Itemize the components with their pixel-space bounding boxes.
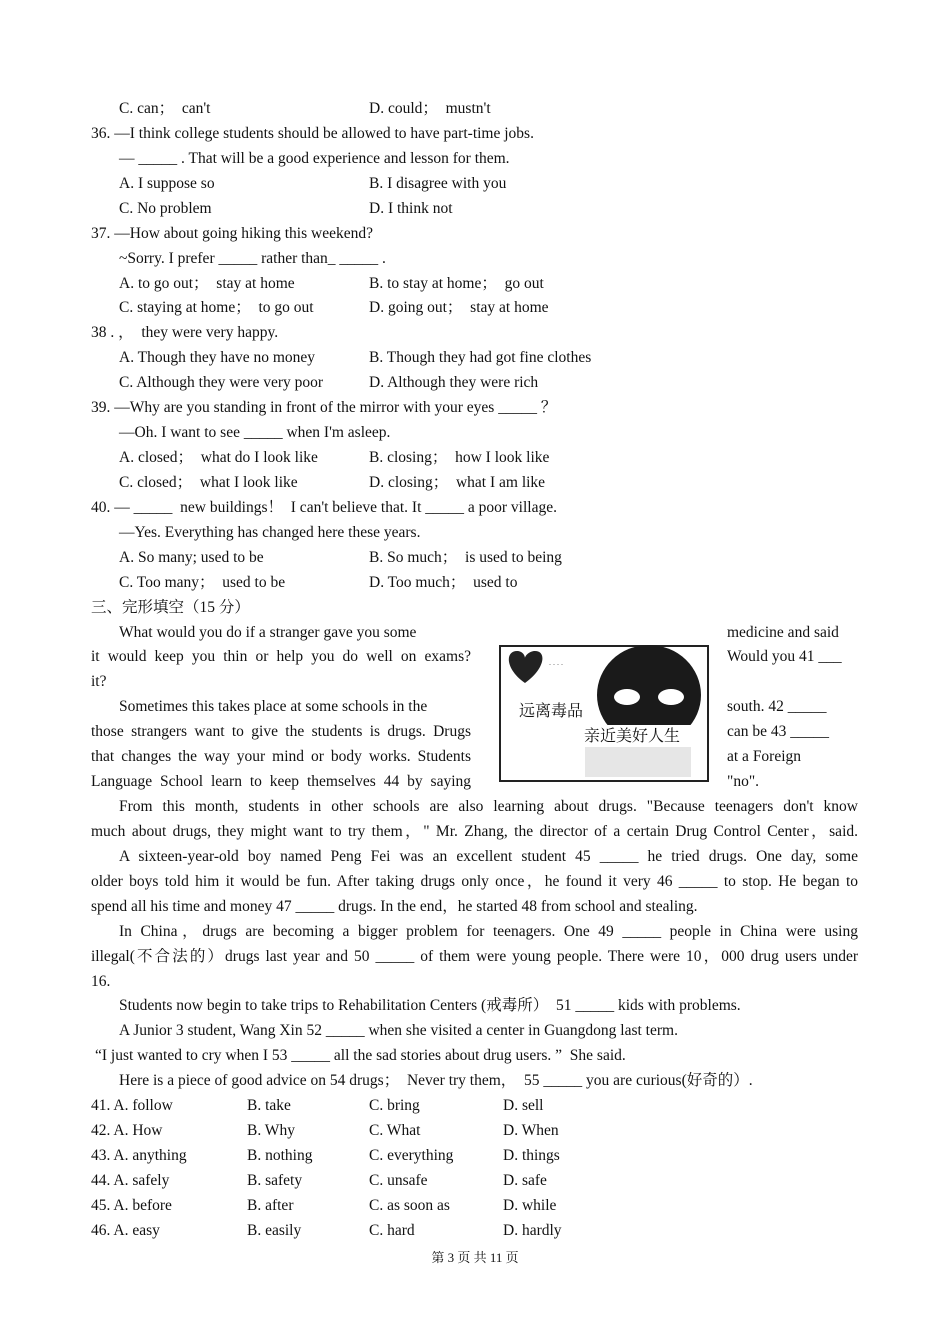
answer-option: D. Although they were rich bbox=[369, 374, 539, 392]
text-line: much about drugs, they might want to try them，" Mr. Zhang, the director of a certain Drug Control Center，said. bbox=[91, 822, 858, 840]
answer-option: D. sell bbox=[503, 1097, 544, 1115]
text-line: 38 . ， they were very happy. bbox=[91, 324, 279, 342]
text-line: 39. —Why are you standing in front of the mirror with your eyes _____ ？ bbox=[91, 399, 557, 417]
answer-option: B. Why bbox=[247, 1122, 295, 1140]
text-line: it? bbox=[91, 673, 107, 691]
answer-option: D. Too much； used to bbox=[369, 573, 518, 591]
answer-option: C. What bbox=[369, 1122, 421, 1140]
answer-option: C. unsafe bbox=[369, 1171, 428, 1189]
answer-option: D. closing； what I am like bbox=[369, 473, 546, 491]
answer-option: B. take bbox=[247, 1097, 291, 1115]
answer-option: C. bring bbox=[369, 1097, 420, 1115]
text-line: medicine and said bbox=[727, 623, 839, 641]
answer-option: 45. A. before bbox=[91, 1196, 172, 1214]
answer-option: D. things bbox=[503, 1147, 560, 1165]
text-line: What would you do if a stranger gave you some bbox=[119, 623, 417, 641]
answer-option: 43. A. anything bbox=[91, 1147, 187, 1165]
answer-option: B. to stay at home； go out bbox=[369, 274, 544, 292]
text-line: 16. bbox=[91, 972, 111, 990]
answer-option: B. closing； how I look like bbox=[369, 449, 550, 467]
mask-eye-left bbox=[614, 689, 640, 705]
text-line: — _____ . That will be a good experience and lesson for them. bbox=[119, 149, 510, 167]
text-line: 36. —I think college students should be allowed to have part-time jobs. bbox=[91, 124, 534, 142]
dots: . . . . bbox=[549, 658, 563, 667]
poster-text-2: 亲近美好人生 bbox=[584, 726, 681, 745]
answer-option: D. going out； stay at home bbox=[369, 299, 549, 317]
text-line: 三、完形填空（15 分） bbox=[91, 598, 250, 616]
text-line: can be 43 _____ bbox=[727, 723, 830, 741]
anti-drug-poster-image bbox=[499, 645, 709, 782]
text-line: Would you 41 ___ bbox=[727, 648, 842, 666]
answer-option: A. to go out； stay at home bbox=[119, 274, 295, 292]
text-line: —Yes. Everything has changed here these years. bbox=[119, 523, 421, 541]
page-footer: 第 3 页 共 11 页 bbox=[431, 1250, 519, 1265]
answer-option: C. closed； what I look like bbox=[119, 473, 298, 491]
answer-option: 42. A. How bbox=[91, 1122, 163, 1140]
text-line: south. 42 _____ bbox=[727, 698, 827, 716]
text-line: older boys told him it would be fun. After taking drugs only once，he found it very 46 _____ to stop. He began to bbox=[91, 872, 858, 890]
answer-option: A. Though they have no money bbox=[119, 349, 316, 367]
answer-option: D. safe bbox=[503, 1171, 547, 1189]
answer-option: D. hardly bbox=[503, 1221, 562, 1239]
answer-option: B. safety bbox=[247, 1171, 303, 1189]
text-line: From this month, students in other schools are also learning about drugs. "Because teenagers don't know bbox=[119, 798, 858, 816]
answer-option: A. I suppose so bbox=[119, 174, 215, 192]
text-line: "no". bbox=[727, 773, 760, 791]
answer-option: B. nothing bbox=[247, 1147, 313, 1165]
text-line: Here is a piece of good advice on 54 drugs； Never try them， 55 _____ you are curious(好奇的）. bbox=[119, 1072, 753, 1090]
text-line: Students now begin to take trips to Rehabilitation Centers (戒毒所） 51 _____ kids with problems. bbox=[119, 997, 741, 1015]
text-line: that changes the way your mind or body works. Students bbox=[91, 748, 471, 766]
text-line: spend all his time and money 47 _____ drugs. In the end，he started 48 from school and stealing. bbox=[91, 897, 698, 915]
mask-eye-right bbox=[658, 689, 684, 705]
answer-option: A. So many; used to be bbox=[119, 548, 264, 566]
answer-option: B. Though they had got fine clothes bbox=[369, 349, 592, 367]
text-line: ~Sorry. I prefer _____ rather than_ _____ . bbox=[119, 249, 386, 267]
answer-option: D. while bbox=[503, 1196, 557, 1214]
answer-option: C. staying at home； to go out bbox=[119, 299, 314, 317]
text-line: those strangers want to give the students is drugs. Drugs bbox=[91, 723, 471, 741]
answer-option: B. after bbox=[247, 1196, 294, 1214]
poster-text-1: 远离毒品 bbox=[519, 701, 584, 720]
text-line: it would keep you thin or help you do well on exams? bbox=[91, 648, 471, 666]
text-line: “I just wanted to cry when I 53 _____ all the sad stories about drug users. ” She said. bbox=[95, 1047, 626, 1065]
answer-option: D. When bbox=[503, 1122, 559, 1140]
answer-option: D. I think not bbox=[369, 199, 453, 217]
text-line: illegal(不合法的）drugs last year and 50 _____ of them were young people. There were 10，000 drug users under bbox=[91, 947, 858, 965]
answer-option: C. can； can't bbox=[119, 100, 211, 117]
answer-option: A. closed； what do I look like bbox=[119, 449, 318, 467]
text-line: 37. —How about going hiking this weekend? bbox=[91, 224, 373, 242]
answer-option: B. So much； is used to being bbox=[369, 548, 562, 566]
answer-option: C. Although they were very poor bbox=[119, 374, 324, 392]
answer-option: B. easily bbox=[247, 1221, 302, 1239]
answer-option: 46. A. easy bbox=[91, 1221, 160, 1239]
text-line: Sometimes this takes place at some schools in the bbox=[119, 698, 428, 716]
text-line: A sixteen-year-old boy named Peng Fei was an excellent student 45 _____ he tried drugs. One day, some bbox=[119, 847, 858, 865]
answer-option: 41. A. follow bbox=[91, 1097, 173, 1115]
answer-option: D. could； mustn't bbox=[369, 100, 491, 117]
text-line: In China，drugs are becoming a bigger problem for teenagers. One 49 _____ people in China were using bbox=[119, 922, 858, 940]
text-line: at a Foreign bbox=[727, 748, 802, 766]
answer-option: C. hard bbox=[369, 1221, 415, 1239]
answer-option: C. as soon as bbox=[369, 1196, 450, 1214]
text-line: Language School learn to keep themselves 44 by saying bbox=[91, 773, 471, 791]
answer-option: B. I disagree with you bbox=[369, 174, 507, 192]
answer-option: C. everything bbox=[369, 1147, 454, 1165]
answer-option: 44. A. safely bbox=[91, 1171, 170, 1189]
answer-option: C. No problem bbox=[119, 199, 212, 217]
text-line: —Oh. I want to see _____ when I'm asleep. bbox=[119, 424, 391, 442]
answer-option: C. Too many； used to be bbox=[119, 573, 286, 591]
text-line: A Junior 3 student, Wang Xin 52 _____ when she visited a center in Guangdong last term. bbox=[119, 1022, 678, 1040]
text-line: 40. — _____ new buildings！ I can't believe that. It _____ a poor village. bbox=[91, 498, 557, 516]
